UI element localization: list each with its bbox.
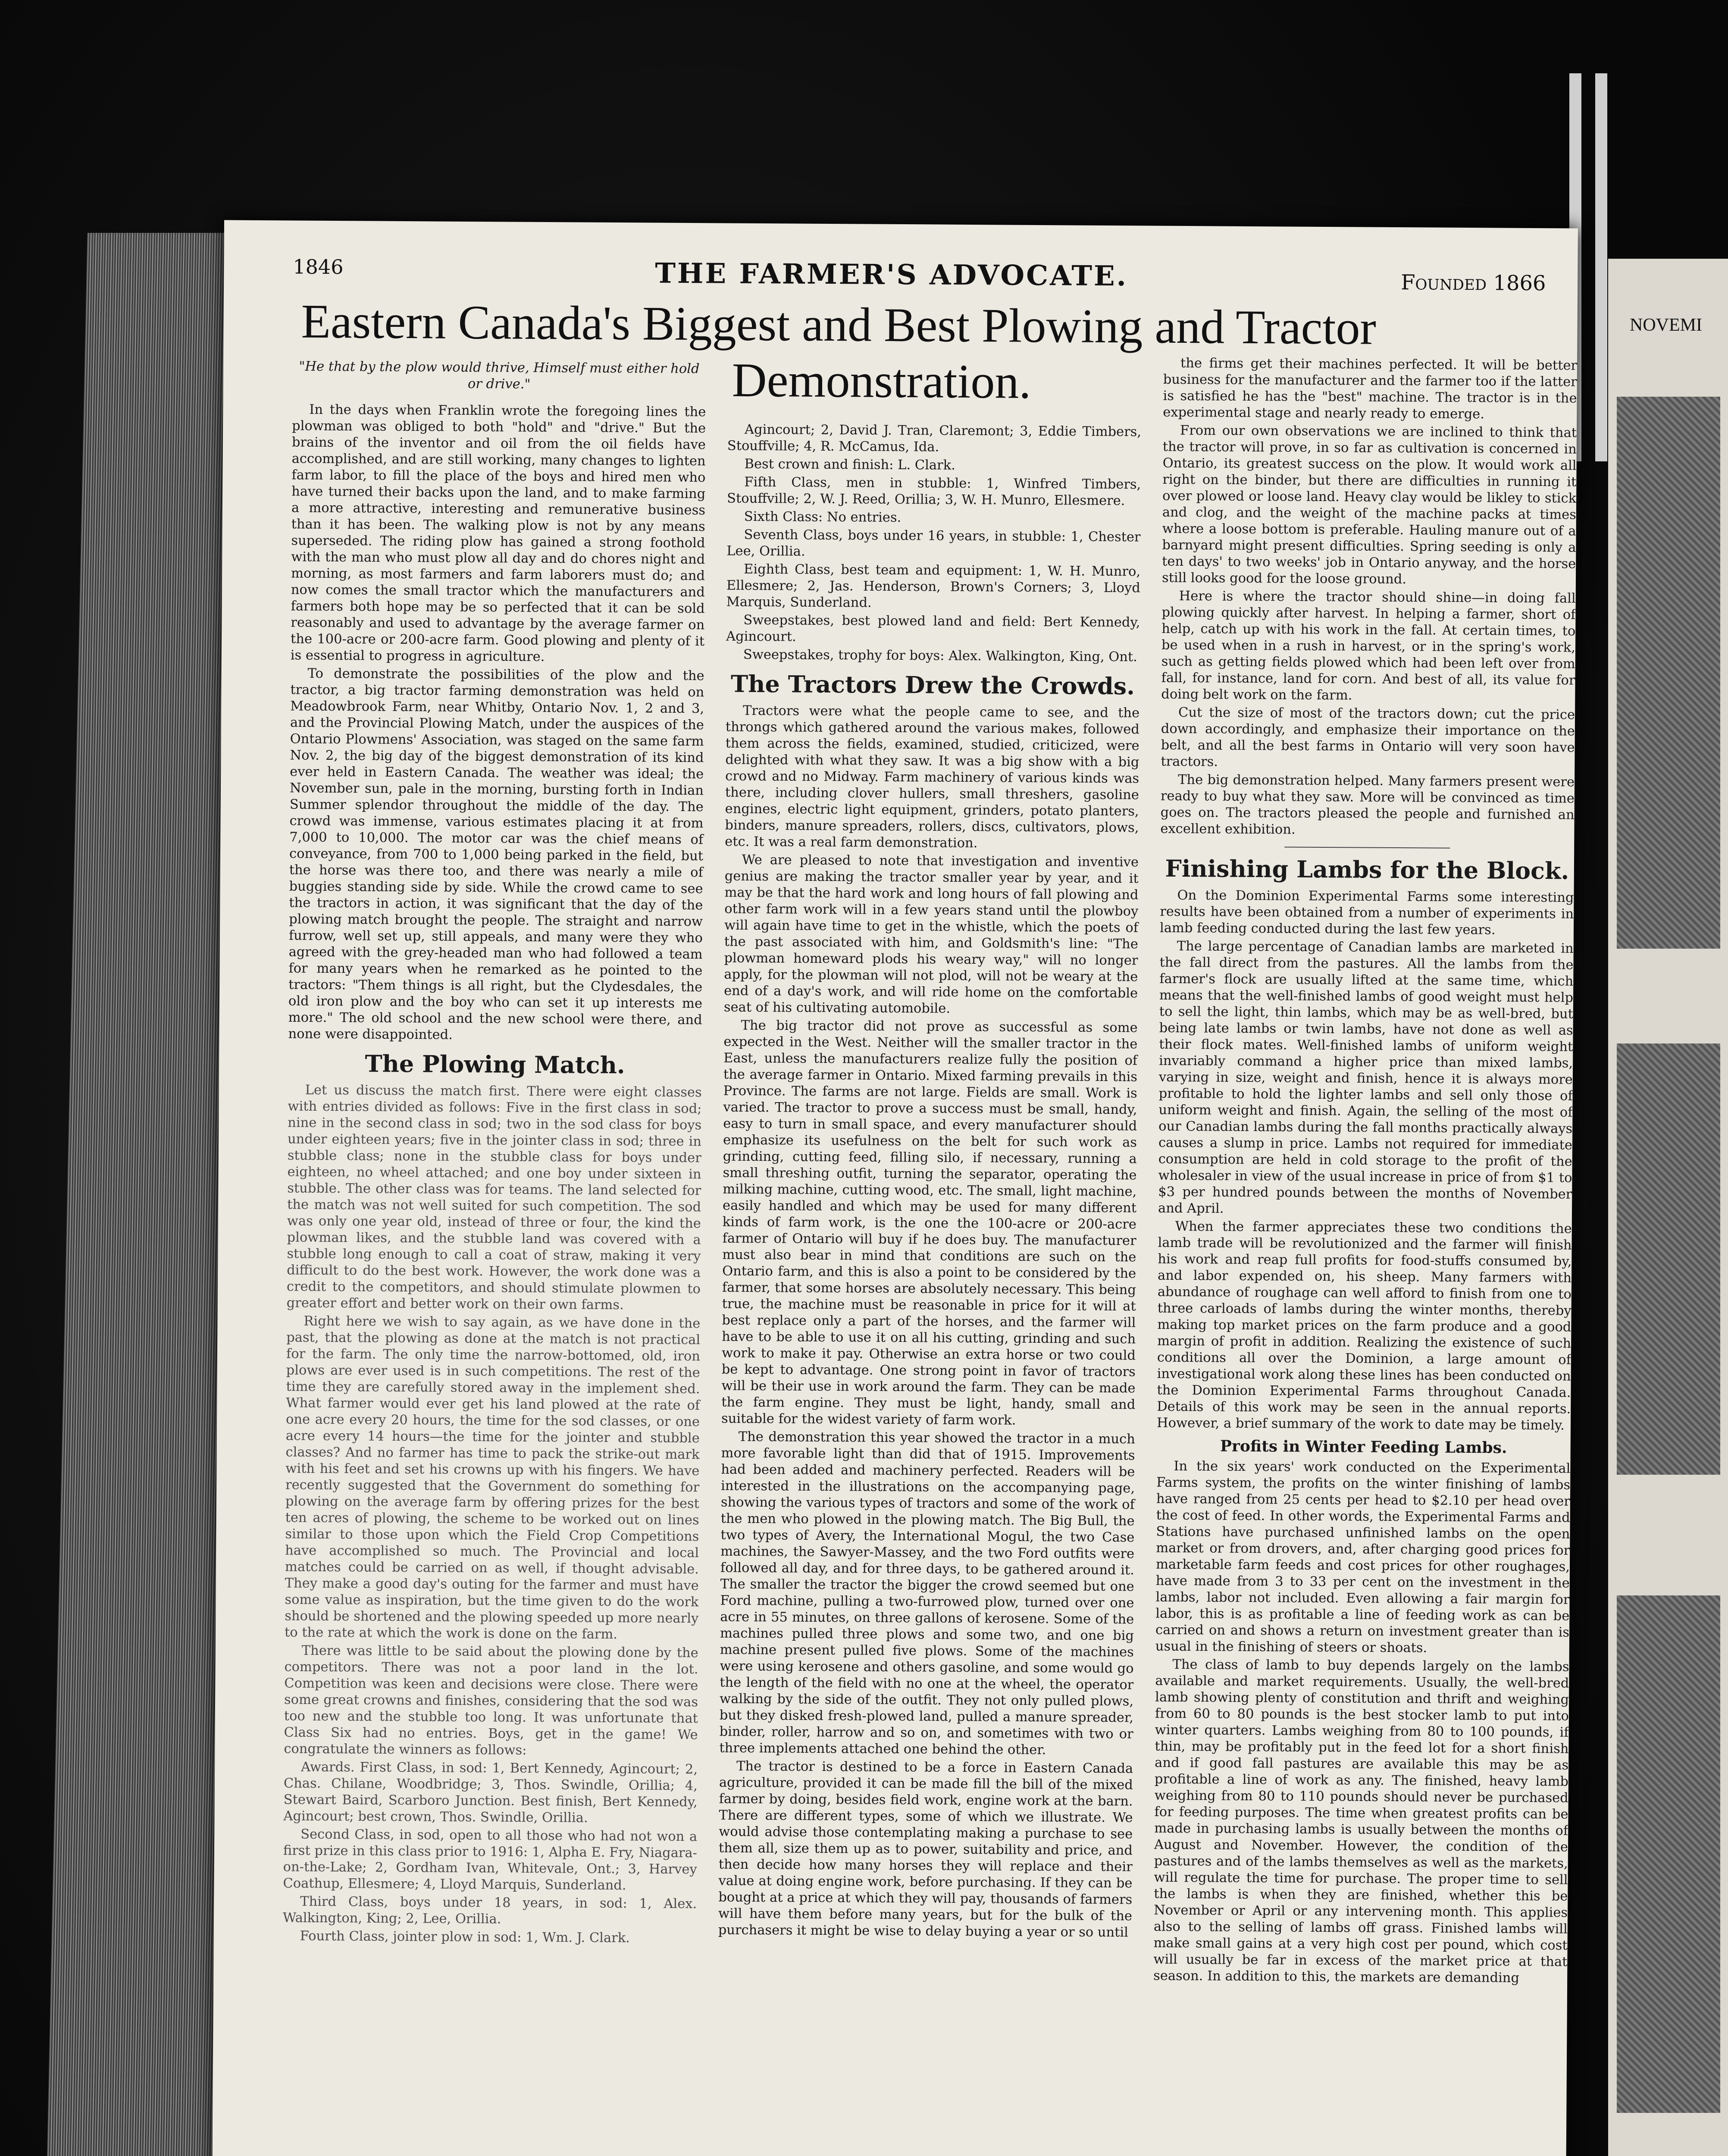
subheading-profits: Profits in Winter Feeding Lambs. <box>1220 1437 1507 1457</box>
page-number: 1846 <box>293 255 344 279</box>
section-heading-plowing-match: The Plowing Match. <box>365 1050 625 1079</box>
column-3 <box>1151 355 1577 2156</box>
section-heading-lambs: Finishing Lambs for the Block. <box>1165 854 1569 885</box>
paragraph: The demonstration this year showed the tractor in a much more favorable light than did that of 1915. Improvements had been added and machinery perfected. Readers will be interested in the illustrations on the accompanying page, showing the various types of tractors and some of the work of the men who plowed in the plowing match. The Big Bull, the two types of Avery, the International Mogul, the two Case machines, the Sawyer-Massey, and the two Ford outfits were followed all day, and for three days, to be gathered around it. The smaller the tractor the bigger the crowd seemed but one Ford machine, pulling a two-furrowed plow, turned over one acre in 55 minutes, on three gallons of kerosene. Some of the machines pulled three plows and some two, and one big machine present pulled five plows. Some of the machines were using kerosene and others gasoline, and some would go the length of the field with no one at the wheel, the operator walking by the side of the outfit. They not only pulled plows, but they disked fresh-plowed land, pulled a manure spreader, binder, roller, harrow and so on, and sometimes with two or three implements attached one behind the other. <box>719 1429 1135 1758</box>
section-divider <box>1284 846 1450 848</box>
paragraph: Let us discuss the match first. There were eight classes with entries divided as follows: Five in the first class in sod; nine in the second class in sod; two in the sod class for boys under eighteen years; five in the jointer class in sod; three in stubble class; none in the stubble class for boys under eighteen, no wheel attached; and one boy under sixteen in stubble. The other class was for teams. The land selected for the match was not well suited for such competition. The sod was only one year old, instead of three or four, the kind the plowman likes, and the stubble land was covered with a stubble long enough to call a coat of straw, making it very difficult to do the best work. However, the work done was a credit to the competitors, and should stimulate plowmen to greater effort and better work on their own farms. <box>286 1082 702 1313</box>
paragraph: Cut the size of most of the tractors down; cut the price down accordingly, and emphasize their importance on the belt, and all the best farms in Ontario will very soon have tractors. <box>1161 705 1575 770</box>
paragraph: Third Class, boys under 18 years, in sod: 1, Alex. Walkington, King; 2, Lee, Orillia. <box>282 1894 697 1927</box>
profits-paragraphs <box>1153 1458 1570 1987</box>
headline-continued: Demonstration. <box>732 353 1031 409</box>
paragraph: To demonstrate the possibilities of the plow and the tractor, a big tractor farming demonstration was held on Meadowbrook Farm, near Whitby, Ontario Nov. 1, 2 and 3, and the Provincial Plowing Match, under the auspices of the Ontario Plowmens' Association, was staged on the same farm Nov. 2, the big day of the biggest demonstration of its kind ever held in Eastern Canada. The weather was ideal; the November sun, pale in the morning, bursting forth in Indian Summer splendor throughout the middle of the day. The crowd was immense, various estimates placing it at from 7,000 to 10,000. The motor car was the chief means of conveyance, from 700 to 1,000 being parked in the field, but the horse was there too, and there was nearly a mile of buggies standing side by side. While the crowd came to see the tractors in action, it was significant that the day of the plowing match brought the people. The straight and narrow furrow, well set up, still appeals, and many were they who agreed with the grey-headed man who had followed a team for many years when he remarked as he pointed to the tractors: "Them things is all right, but the Clydesdales, the old iron plow and the boy who can set it up interests me more." The old school and the new school were there, and none were disappointed. <box>288 666 704 1043</box>
paragraph: Seventh Class, boys under 16 years, in stubble: 1, Chester Lee, Orillia. <box>726 527 1141 559</box>
paragraph: Agincourt; 2, David J. Tran, Claremont; 3, Eddie Timbers, Stouffville; 4, R. McCamus, Ida. <box>727 422 1142 455</box>
lambs-paragraphs <box>1157 887 1574 1434</box>
epigraph: "He that by the plow would thrive, Himself must either hold or drive." <box>299 359 700 392</box>
column-2 <box>715 422 1141 2156</box>
paragraph: The class of lamb to buy depends largely on the lambs available and market requirements. Usually, the well-bred lamb showing plenty of constitution and thrift and weighing from 60 to 80 pounds is the best stocker lamb to put into winter quarters. Lambs weighing from 80 to 100 pounds, if thin, may be profitably put in the feed lot for a short finish and if good fall pastures are available this may be as profitable a line of work as any. The finished, heavy lamb weighing from 80 to 110 pounds should never be purchased for feeding purposes. The time when greatest profits can be made in purchasing lambs is usually between the months of August and November. However, the condition of the pastures and of the lambs themselves as well as the markets, will regulate the time for purchase. The proper time to sell the lambs is when they are finished, whether this be November or April or any intervening month. This applies also to the selling of lambs off grass. Finished lambs will make small gains at a very high cost per pound, which cost will usually be far in excess of the market price at that season. In addition to this, the markets are demanding <box>1153 1657 1569 1986</box>
paragraph: Tractors were what the people came to see, and the throngs which gathered around the various makes, followed them across the fields, examined, studied, criticized, were delighted with what they saw. It was a big show with a big crowd and no Midway. Farm machinery of various kinds was there, including clover hullers, small threshers, gasoline engines, electric light equipment, grinders, potato planters, binders, manure spreaders, rollers, discs, cultivators, plows, etc. It was a real farm demonstration. <box>725 703 1140 851</box>
paragraph: Second Class, in sod, open to all those who had not won a first prize in this class prior to 1916: 1, Alpha E. Fry, Niagara-on-the-Lake; 2, Gordham Ivan, Whitevale, Ont.; 3, Harvey Coathup, Ellesmere; 4, Lloyd Marquis, Sunderland. <box>283 1827 698 1893</box>
next-page-photo <box>1617 397 1720 949</box>
paragraph: Best crown and finish: L. Clark. <box>744 456 955 473</box>
paragraph: There was little to be said about the plowing done by the competitors. There was not a poor land in the lot. Competition was keen and decisions were close. There were some great crowns and finishes, considering that the sod was too new and the stubble too long. It was unfortunate that Class Six had no entries. Boys, get in the game! We congratulate the winners as follows: <box>284 1643 698 1758</box>
paragraph: Fourth Class, jointer plow in sod: 1, Wm. J. Clark. <box>300 1928 630 1946</box>
paragraph: Sweepstakes, trophy for boys: Alex. Walkington, King, Ont. <box>743 647 1138 665</box>
paragraph: the firms get their machines perfected. It will be better business for the manufacturer and the farmer too if the latter is satisfied he has the "best" machine. The tractor is in the experimental stage and nearly ready to emerge. <box>1163 355 1578 422</box>
next-page-fragment <box>1608 259 1728 2156</box>
paragraph: On the Dominion Experimental Farms some interesting results have been obtained from a number of experiments in lamb feeding conducted during the last few years. <box>1159 887 1574 938</box>
paragraph: Eighth Class, best team and equipment: 1, W. H. Munro, Ellesmere; 2, Jas. Henderson, Brown's Corners; 3, Lloyd Marquis, Sunderland. <box>726 561 1141 611</box>
headline: Eastern Canada's Biggest and Best Plowing and Tractor <box>301 295 1377 355</box>
tractors-continued-paragraphs <box>1160 355 1577 840</box>
paragraph: Sixth Class: No entries. <box>744 509 902 526</box>
plowing-paragraphs <box>283 1082 702 1947</box>
next-page-month: NOVEMI <box>1630 315 1702 335</box>
paragraph: Right here we wish to say again, as we have done in the past, that the plowing as done at the match is not practical for the farm. The only time the narrow-bottomed, old, iron plows are ever used is in such competitions. The rest of the time they are carefully stored away in the implement shed. What farmer would ever get his land plowed at the rate of one acre every 20 hours, the time for the sod classes, or one acre every 14 hours—the time for the jointer and stubble classes? And no farmer has time to pack the strike-out mark with his feet and set his crowns up with his fingers. We have recently suggested that the Government do something for plowing on the average farm by offering prizes for the best ten acres of plowing, the scheme to be worked out on lines similar to those upon which the Field Crop Competitions have accomplished so much. The Provincial and local matches could be carried on as well, if thought advisable. They make a good day's outing for the farmer and must have some value as inspiration, but the time given to do the work should be shortened and the plowing speeded up more nearly to the rate at which the work is done on the farm. <box>284 1313 701 1642</box>
paragraph: The big demonstration helped. Many farmers present were ready to buy what they saw. More will be convinced as time goes on. The tractors pleased the people and furnished an excellent exhibition. <box>1160 772 1575 837</box>
paragraph: Awards. First Class, in sod: 1, Bert Kennedy, Agincourt; 2, Chas. Chilane, Woodbridge; 3, Thos. Swindle, Orillia; 4, Stewart Baird, Scarboro Junction. Best finish, Bert Kennedy, Agincourt; best crown, Thos. Swindle, Orillia. <box>283 1759 698 1826</box>
intro-paragraphs <box>288 401 706 1045</box>
paragraph: The large percentage of Canadian lambs are marketed in the fall direct from the pastures. All the lambs from the farmer's flock are usually lifted at the same time, which means that the well-finished lambs of good weight must help to sell the light, thin lambs, which may be as well-bred, but being late lambs or twin lambs, have not done as well as their flock mates. Well-finished lambs of uniform weight invariably command a higher price than mixed lambs, varying in size, weight and finish, hence it is always more profitable to hold the lighter lambs and sell only those of uniform weight and finish. Again, the selling of the most of our Canadian lambs during the fall months practically always causes a slump in price. Lambs not required for immediate consumption are held in cold storage to the profit of the wholesaler in view of the usual increase in price of from $1 to $3 per hundred pounds between the months of November and April. <box>1158 938 1574 1216</box>
tractors-paragraphs <box>718 703 1139 1941</box>
founded-date: Founded 1866 <box>1401 270 1546 296</box>
awards-continued-paragraphs <box>726 422 1141 666</box>
column-1 <box>280 358 706 2156</box>
paragraph: We are pleased to note that investigation and inventive genius are making the tractor smaller year by year, and it may be that the hard work and long hours of fall plowing and other farm work will in a few years stand until the plowboy will again have time to get in the whistle, which the poets of the past associated with him, and Goldsmith's line: "The plowman homeward plods his weary way," will no longer apply, for the plowman will not plod, will not be weary at the end of a day's work, and will ride home on the comfortable seat of his cultivating automobile. <box>723 852 1139 1016</box>
paragraph: When the farmer appreciates these two conditions the lamb trade will be revolutionized and the farmer will finish his work and reap full profits for food-stuffs consumed by, and labor expended on, his sheep. Many farmers with abundance of roughage can well afford to finish from one to three carloads of lambs during the winter months, thereby making top market prices on the farm produce and a good margin of profit in addition. Realizing the existence of such conditions all over the Dominion, a large amount of investigational work along these lines has been conducted on the Dominion Experimental Farms throughout Canada. Details of this work may be seen in the annual reports. However, a brief summary of the work to date may be timely. <box>1156 1219 1572 1433</box>
newspaper-page <box>211 220 1578 2156</box>
paragraph: Sweepstakes, best plowed land and field: Bert Kennedy, Agincourt. <box>726 612 1140 645</box>
next-page-photo <box>1617 1044 1720 1475</box>
paragraph: The big tractor did not prove as successful as some expected in the West. Neither will the smaller tractor in the East, unless the manufacturers realize fully the position of the average farmer in Ontario. Mixed farming prevails in this Province. The farms are not large. Fields are small. Work is varied. The tractor to prove a success must be small, handy, easy to turn in small space, and every manufacturer should emphasize its usefulness on the belt for such work as grinding, cutting feed, filling silo, if necessary, running a small threshing outfit, turning the separator, operating the milking machine, cutting wood, etc. The small, light machine, easily handled and which may be used for many different kinds of farm work, is the one the 100-acre or 200-acre farmer of Ontario will buy if he does buy. The manufacturer must also bear in mind that conditions are such on the Ontario farm, and this is also a point to be considered by the farmer, that some horses are absolutely necessary. This being true, the machine must be reasonable in price for it will at best replace only a part of the horses, and the farmer will have to be able to use it on all his cutting, grinding and such work to make it pay. Otherwise an extra horse or two could be kept to advantage. One strong point in favor of tractors will be their use in work around the farm. They can be made the farm engine. They must be light, handy, small and suitable for the widest variety of farm work. <box>721 1018 1138 1428</box>
paragraph: Here is where the tractor should shine—in doing fall plowing quickly after harvest. In helping a farmer, short of help, catch up with his work in the fall. At certain times, to be used when in a rush in harvest, or in the spring's work, such as getting fields plowed which had been left over from fall, for instance, land for corn. And best of all, its value for doing belt work on the farm. <box>1161 588 1576 703</box>
paragraph: In the days when Franklin wrote the foregoing lines the plowman was obliged to both "hold" and "drive." But the brains of the inventor and oil from the oil fields have accomplished, and are still working, many changes to lighten farm labor, to fill the place of the boys and hired men who have turned their backs upon the land, and to make farming a more attractive, interesting and remunerative business than it has been. The walking plow is not by any means superseded. The riding plow has gained a strong foothold with the man who must plow all day and do chores night and morning, as most farmers and farm laborers must do; and now comes the small tractor which the manufacturers and farmers both hope may be so perfected that it can be sold reasonably and used to advantage by the average farmer on the 100-acre or 200-acre farm. Good plowing and plenty of it is essential to progress in agriculture. <box>290 402 706 664</box>
paragraph: From our own observations we are inclined to think that the tractor will prove, in so far as cultivation is concerned in Ontario, its greatest success on the plow. It would work all right on the binder, but there are difficulties in running it over plowed or loose land. Heavy clay would be likley to stick and clog, and the weight of the machine packs at times where a loose bottom is preferable. Hauling manure out of a barnyard might present difficulties. Spring seeding is only a ten days' to two weeks' job in Ontario anyway, and the horse still looks good for the loose ground. <box>1161 423 1577 587</box>
section-heading-tractors: The Tractors Drew the Crowds. <box>730 670 1135 700</box>
next-page-photo <box>1617 1595 1720 2113</box>
paragraph: In the six years' work conducted on the Experimental Farms system, the profits on the winter finishing of lambs have ranged from 25 cents per head to $2.10 per head over the cost of feed. In other words, the Experimental Farms and Stations have purchased unfinished lambs on the open market or from drovers, and, after charging good prices for marketable farm feeds and cost prices for other roughages, have made from 3 to 33 per cent on the investment in the lambs, labor not included. Even allowing a fair margin for labor, this is as profitable a line of feeding work as can be carried on and shows a return on investment greater than is usual in the finishing of steers or shoats. <box>1155 1458 1571 1656</box>
paragraph: The tractor is destined to be a force in Eastern Canada agriculture, provided it can be made fill the bill of the mixed farmer by doing, besides field work, engine work at the barn. There are different types, some of which we illustrate. We would advise those contemplating making a purchase to see them all, size them up as to power, suitability and price, and then decide how many horses they will replace and their value at doing engine work, before purchasing. If they can be bought at a price at which they will pay, thousands of farmers will have them before many years, but for the bulk of the purchasers it might be wise to delay buying a year or so until <box>718 1758 1133 1940</box>
journal-title: THE FARMER'S ADVOCATE. <box>655 257 1128 293</box>
paragraph: Fifth Class, men in stubble: 1, Winfred Timbers, Stouffville; 2, W. J. Reed, Orillia; 3, W. H. Munro, Ellesmere. <box>727 474 1141 509</box>
